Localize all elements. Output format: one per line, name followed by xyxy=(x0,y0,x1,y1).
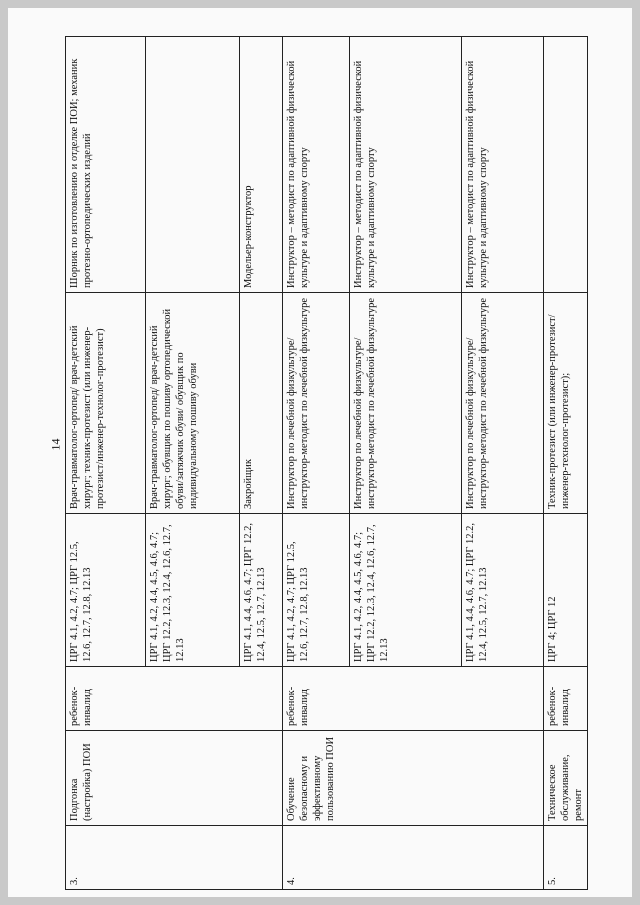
service-name: Техническое обслуживание, ремонт xyxy=(544,731,588,826)
target-codes: ЦРГ 4.1, 4.4, 4.6, 4.7; ЦРГ 12.2, 12.4, 12.5, 12.7, 12.13 xyxy=(462,514,544,667)
other-specialists: Инструктор – методист по адаптивной физической культуре и адаптивному спорту xyxy=(350,37,462,293)
target-codes: ЦРГ 4.1, 4.2, 4.4, 4.5, 4.6, 4.7; ЦРГ 12.2, 12.3, 12.4, 12.6, 12.7, 12.13 xyxy=(146,514,240,667)
specialists: Врач-травматолог-ортопед/ врач-детский хирург; техник-протезист (или инженер-протезист/инженер-технолог-протезист) xyxy=(66,293,146,514)
page-number: 14 xyxy=(48,438,63,451)
specialists: Техник-протезист (или инженер-протезист/инженер-технолог-протезист); xyxy=(544,293,588,514)
table-row xyxy=(66,37,146,890)
other-specialists: Модельер-конструктор xyxy=(240,37,283,293)
recipient-category: ребенок-инвалид xyxy=(544,667,588,731)
service-table xyxy=(65,36,588,890)
row-number: 3. xyxy=(66,826,283,890)
service-name: Подгонка (настройка) ПОИ xyxy=(66,731,283,826)
service-name: Обучение безопасному и эффективному пользованию ПОИ xyxy=(283,731,544,826)
row-number: 5. xyxy=(544,826,588,890)
target-codes: ЦРГ 4.1, 4.2, 4.7; ЦРГ 12.5, 12.6, 12.7, 12.8, 12.13 xyxy=(66,514,146,667)
target-codes: ЦРГ 4; ЦРГ 12 xyxy=(544,514,588,667)
specialists: Закройщик xyxy=(240,293,283,514)
other-specialists: Шорник по изготовлению и отделке ПОИ; механик протезно-ортопедических изделий xyxy=(66,37,146,293)
row-number: 4. xyxy=(283,826,544,890)
rotated-table-container xyxy=(65,37,585,890)
recipient-category: ребенок-инвалид xyxy=(283,667,544,731)
recipient-category: ребенок-инвалид xyxy=(66,667,283,731)
specialists: Врач-травматолог-ортопед/ врач-детский хирург; обувщик по пошиву ортопедической обуви/затяжчик обуви/ обувщик по индивидуальному пошиву обуви xyxy=(146,293,240,514)
target-codes: ЦРГ 4.1, 4.4, 4.6, 4.7; ЦРГ 12.2, 12.4, 12.5, 12.7, 12.13 xyxy=(240,514,283,667)
other-specialists: Инструктор – методист по адаптивной физической культуре и адаптивному спорту xyxy=(462,37,544,293)
specialists: Инструктор по лечебной физкультуре/ инструктор-методист по лечебной физкультуре xyxy=(462,293,544,514)
table-row xyxy=(544,37,588,890)
specialists: Инструктор по лечебной физкультуре/ инструктор-методист по лечебной физкультуре xyxy=(283,293,350,514)
other-specialists xyxy=(544,37,588,293)
target-codes: ЦРГ 4.1, 4.2, 4.4, 4.5, 4.6, 4.7; ЦРГ 12.2, 12.3, 12.4, 12.6, 12.7, 12.13 xyxy=(350,514,462,667)
specialists: Инструктор по лечебной физкультуре/ инструктор-методист по лечебной физкультуре xyxy=(350,293,462,514)
target-codes: ЦРГ 4.1, 4.2, 4.7; ЦРГ 12.5, 12.6, 12.7, 12.8, 12.13 xyxy=(283,514,350,667)
other-specialists xyxy=(146,37,240,293)
table-row xyxy=(283,37,350,890)
other-specialists: Инструктор – методист по адаптивной физической культуре и адаптивному спорту xyxy=(283,37,350,293)
document-page xyxy=(8,8,632,897)
